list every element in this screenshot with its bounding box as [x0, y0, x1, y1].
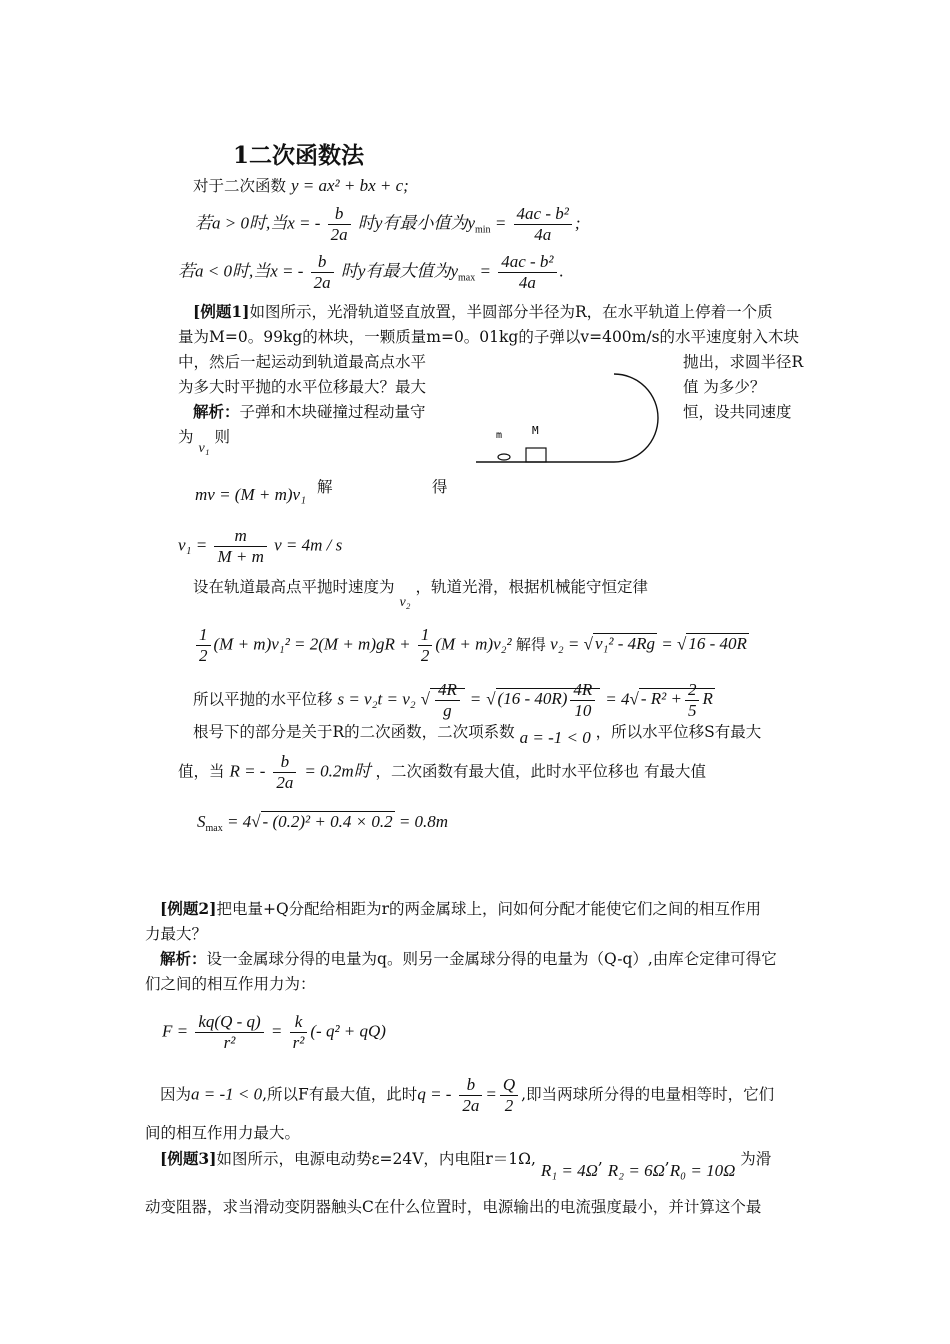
bullet	[498, 454, 510, 460]
ex1-de: 得	[432, 478, 448, 496]
label-M: M	[532, 424, 539, 437]
ex2-line-1: [例题2]把电量+Q分配给相距为r的两金属球上，问如何分配才能使它们之间的相互作用	[160, 899, 762, 918]
ex2-eq-force: F = $\frac{kq(Q - q)}{\text{r²}}$ = $\frac{k}{\text{r²}}$ (- q² + qQ)	[162, 1012, 386, 1052]
ex1-eq-smax: $S_{max} = 4√ - (0.2)^2 + 0.4 \times 0.2 = 0.8m$	[197, 812, 449, 834]
ex1-eq-momentum: mv = (M + m)v₁	[195, 485, 306, 504]
ex2-line-5: 因为a = -1 < 0,所以F有最大值，此时q = - $\frac{b}{2a}$ = $\frac{Q}{2}$ ,即当两球所分得的电量相等时，它们	[160, 1075, 775, 1115]
ex1-eq-energy: $\frac{1}{2}$ (M + m)v₁² = 2(M + m)gR + $\frac{1}{2}$ (M + m)v₂² 解得 v₂ = √ v₁² - 4Rg = √ 16 - 40R	[193, 625, 749, 666]
ex1-line-8: 所以平抛的水平位移 s = v₂t = v₂ √ $\frac{4R}{g}$ = √ (16 - 40R) $\frac{4R}{10}$ = 4√ - R² + $\frac{2}{5}$ R	[193, 680, 713, 720]
ex1-jie: 解	[317, 478, 333, 496]
label-m: m	[496, 430, 503, 441]
ex1-line-6: 为 v₁ 则	[178, 428, 230, 456]
ex1-eq-v1: v₁ = $\frac{m}{M + m}$ v = 4m / s	[178, 526, 343, 566]
ex2-line-4: 们之间的相互作用力为：	[145, 975, 316, 993]
ex2-line-2: 力最大？	[145, 925, 208, 943]
ex1-line-4a: 为多大时平抛的水平位移最大？最大	[178, 378, 427, 396]
ex1-line-3b: 抛出，求圆半径R	[683, 353, 804, 371]
ex1-line-5b: 恒，设共同速度	[683, 403, 792, 421]
intro-line-1: 对于二次函数 y = ax² + bx + c;	[193, 176, 409, 195]
ex1-line-7: 设在轨道最高点平抛时速度为 v₂ ，轨道光滑，根据机械能守恒定律	[193, 578, 648, 610]
block	[526, 448, 546, 462]
track-figure	[476, 370, 666, 470]
ex1-line-3a: 中，然后一起运动到轨道最高点水平	[178, 353, 427, 371]
intro-max-formula: 若a < 0时,当x = - $\frac{b}{2a}$ 时y有最大值为$y_{max}$ = $\frac{\text{4ac - b²}}{4a}$ .	[178, 252, 564, 292]
ex1-line-9: 根号下的部分是关于R的二次函数，二次项系数 a = -1 < 0 ，所以水平位移S有最大	[193, 723, 762, 747]
section-title: 1二次函数法	[233, 142, 365, 169]
intro-min-formula: 若a > 0时,当x = - $\frac{b}{2a}$ 时y有最小值为$y_{min}$ = $\frac{\text{4ac - b²}}{4a}$ ;	[195, 204, 581, 244]
ex1-line-1: [例题1]如图所示，光滑轨道竖直放置，半圆部分半径为R，在水平轨道上停着一个质	[193, 302, 773, 321]
ex1-line-4b: 值 为多少？	[683, 378, 766, 396]
ex1-line-10: 值，当 R = - $\frac{b}{2a}$ = 0.2m时 ，二次函数有最大值，此时水平位移也 有最大值	[178, 752, 706, 792]
ex3-line-1: [例题3]如图所示，电源电动势ε=24V，内电阻r＝1Ω, R₁ = 4Ω, R₂ = 6Ω,R₀ = 10Ω 为滑	[160, 1149, 772, 1180]
ex2-line-6: 间的相互作用力最大。	[145, 1124, 301, 1142]
ex3-line-2: 动变阻器，求当滑动变阴器触头C在什么位置时，电源输出的电流强度最小，并计算这个最	[145, 1198, 762, 1216]
semicircle-track	[614, 374, 658, 462]
ex1-line-2: 量为M=0。99kg的林块，一颗质量m=0。01kg的子弹以v=400m/s的水平速度射入木块	[178, 328, 800, 346]
ex2-line-3: 解析：设一金属球分得的电量为q。则另一金属球分得的电量为（Q-q）,由库仑定律可得它	[160, 949, 777, 968]
ex1-solution-line: 解析：子弹和木块碰撞过程动量守	[193, 402, 426, 421]
